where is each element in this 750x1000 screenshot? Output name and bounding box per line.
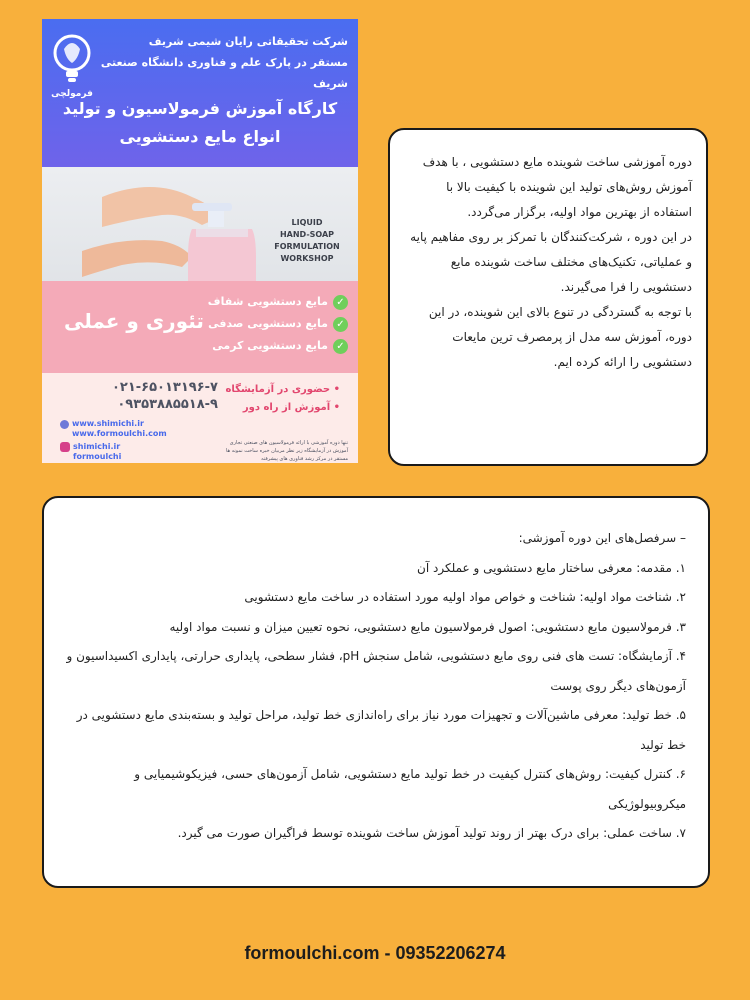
english-title-line: LIQUID <box>291 218 323 227</box>
syllabus-item: ۴. آزمایشگاه: تست های فنی روی مایع دستشویی، شامل سنجش pH، فشار سطحی، پایداری حرارتی، پایداری اکسیداسیون و آزمون‌های دیگر روی پوست <box>66 649 686 693</box>
course-description-box <box>388 128 708 466</box>
check-icon: ✓ <box>333 317 348 332</box>
instagram-link[interactable]: shimichi.ir <box>73 442 121 451</box>
product-label: مایع دستشویی صدفی <box>208 317 328 330</box>
globe-icon <box>60 420 69 429</box>
website-link[interactable]: www.shimichi.ir <box>72 419 144 428</box>
syllabus <box>66 524 686 849</box>
description-paragraph: در این دوره ، شرکت‌کنندگان با تمرکز بر روی مفاهیم پایه و عملیاتی، تکنیک‌های مختلف ساخت شوینده مایع دستشویی را فرا می‌گیرند. <box>410 230 692 294</box>
poster-title-line2: انواع مایع دستشویی <box>119 127 281 146</box>
poster-contact <box>42 373 358 463</box>
mode-item: • حضوری در آزمایشگاه <box>225 384 340 395</box>
poster-title <box>42 95 358 151</box>
company-info <box>98 31 348 94</box>
english-title-line: WORKSHOP <box>280 254 334 263</box>
logo-text: فرمولچی <box>51 89 93 99</box>
poster-links <box>60 419 167 462</box>
theory-practice-label: تئوری و عملی <box>64 309 204 333</box>
instagram-row <box>60 442 167 452</box>
mode-item: • آموزش از راه دور <box>242 402 340 413</box>
instagram-link[interactable]: formoulchi <box>73 452 122 461</box>
company-location: مستقر در پارک علم و فناوری دانشگاه صنعتی شریف <box>100 56 348 90</box>
website-row <box>60 419 167 429</box>
phone-numbers <box>58 379 218 413</box>
syllabus-heading: – سرفصل‌های این دوره آموزشی: <box>518 531 686 545</box>
website-link[interactable]: www.formoulchi.com <box>72 429 167 438</box>
check-icon: ✓ <box>333 339 348 354</box>
product-label: مایع دستشویی شفاف <box>207 295 328 308</box>
workshop-poster <box>42 19 358 463</box>
english-title-line: FORMULATION <box>274 242 340 251</box>
poster-note: تنها دوره آموزشی با ارائه فرمولاسیون های صنعتی تجاری <box>229 440 348 446</box>
english-title-line: HAND-SOAP <box>279 230 335 239</box>
english-title <box>264 217 350 265</box>
poster-note: آموزش در آزمایشگاه زیر نظر مربیان خبره ساخت نمونه ها <box>225 448 348 454</box>
phone-number: ۰۹۳۵۳۸۸۵۵۱۸-۹ <box>117 397 218 412</box>
mode-label: آموزش از راه دور <box>242 402 331 413</box>
product-item <box>178 335 348 357</box>
syllabus-item: ۱. مقدمه: معرفی ساختار مایع دستشویی و عملکرد آن <box>417 560 686 575</box>
website-row <box>60 429 167 439</box>
syllabus-box <box>42 496 710 888</box>
check-icon: ✓ <box>333 295 348 310</box>
footer-contact: formoulchi.com - 09352206274 <box>244 943 506 963</box>
instagram-row <box>60 452 167 462</box>
product-label: مایع دستشویی کرمی <box>212 339 328 352</box>
instagram-icon <box>60 442 70 452</box>
syllabus-item: ۵. خط تولید: معرفی ماشین‌آلات و تجهیزات مورد نیاز برای راه‌اندازی خط تولید، مراحل تولید و بسته‌بندی مایع دستشویی در خط تولید <box>76 708 686 752</box>
syllabus-item: ۷. ساخت عملی: برای درک بهتر از روند تولید آموزش ساخت شوینده توسط فراگیران صورت می گیرد. <box>177 826 686 840</box>
syllabus-item: ۳. فرمولاسیون مایع دستشویی: اصول فرمولاسیون مایع دستشویی، نحوه تعیین میزان و نسبت مواد اولیه <box>169 619 686 634</box>
company-name: شرکت تحقیقاتی رایان شیمی شریف <box>148 35 348 48</box>
poster-title-line1: کارگاه آموزش فرمولاسیون و تولید <box>62 99 338 118</box>
syllabus-item: ۲. شناخت مواد اولیه: شناخت و خواص مواد اولیه مورد استفاده در ساخت مایع دستشویی <box>244 590 686 604</box>
description-paragraph: دوره آموزشی ساخت شوینده مایع دستشویی ، با هدف آموزش روش‌های تولید این شوینده با کیفیت بالا با استفاده از بهترین مواد اولیه، برگزار می‌گردد. <box>422 155 692 219</box>
attendance-modes <box>225 381 340 417</box>
mode-label: حضوری در آزمایشگاه <box>225 384 331 395</box>
poster-notes <box>208 439 348 463</box>
poster-note: مستقر در مرکز رشد فناوری های پیشرفته <box>261 456 348 462</box>
phone-number: ۰۲۱-۶۵۰۱۳۱۹۶-۷ <box>111 380 218 395</box>
description-paragraph: با توجه به گستردگی در تنوع بالای این شوینده، در این دوره، آموزش سه مدل از پرمصرف ترین مایعات دستشویی را ارائه کرده ایم. <box>428 305 692 369</box>
course-description <box>404 150 692 375</box>
syllabus-item: ۶. کنترل کیفیت: روش‌های کنترل کیفیت در خط تولید مایع دستشویی، شامل آزمون‌های حسی، فیزیکوشیمیایی و میکروبیولوژیکی <box>134 767 686 811</box>
